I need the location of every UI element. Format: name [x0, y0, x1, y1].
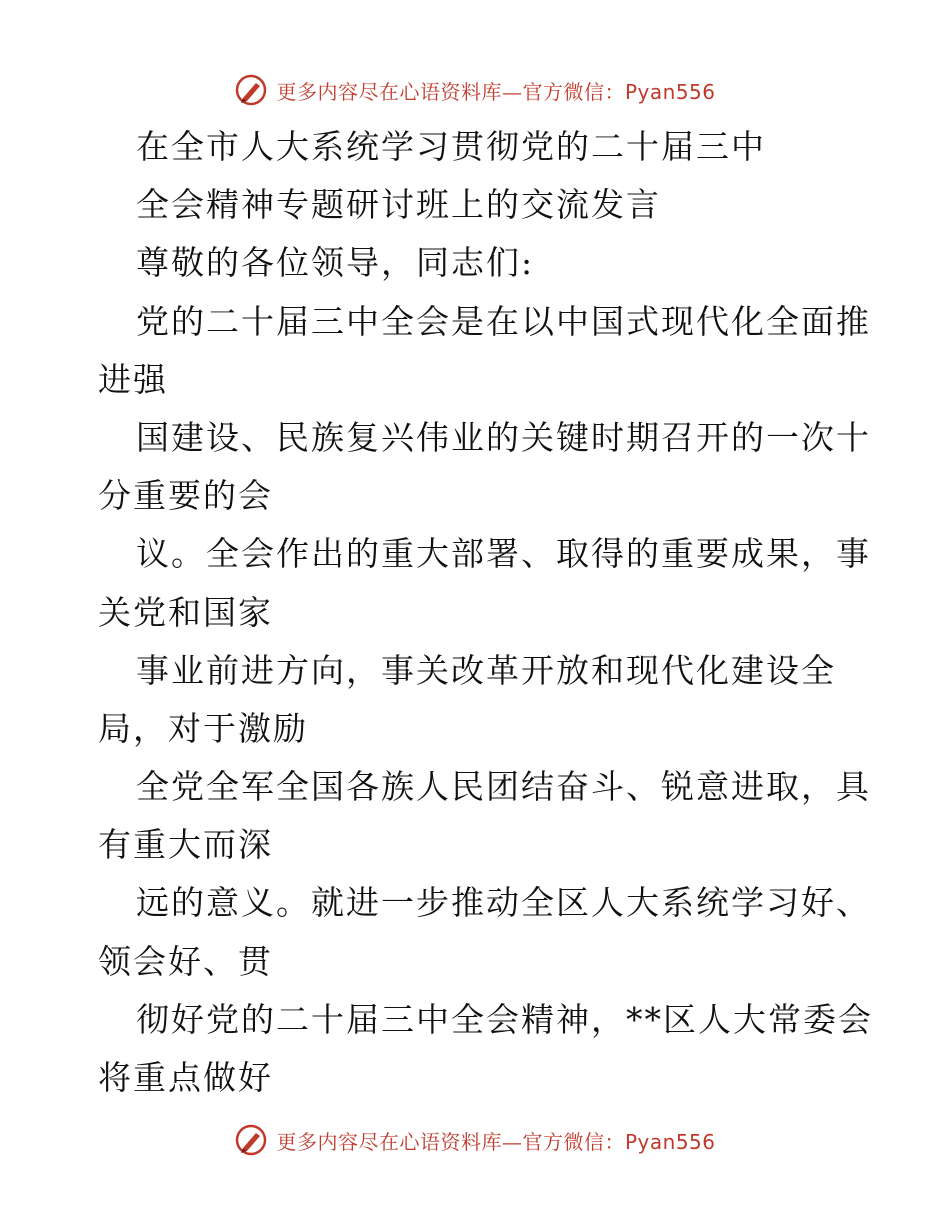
wechat-id: Pyan556: [624, 1129, 716, 1154]
text-line: 领会好、贯: [98, 941, 273, 981]
document-body: [98, 118, 873, 1107]
pen-logo-icon: [234, 1123, 268, 1157]
text-line: 尊敬的各位领导，同志们:: [136, 243, 535, 283]
text-line: 彻好党的二十届三中全会精神，**区人大常委会: [136, 999, 873, 1039]
text-line: 事业前进方向，事关改革开放和现代化建设全: [136, 650, 836, 690]
text-line: 局，对于激励: [98, 708, 308, 748]
text-line: 在全市人大系统学习贯彻党的二十届三中: [136, 127, 766, 166]
text-line: 国建设、民族复兴伟业的关键时期召开的一次十: [136, 417, 871, 457]
wechat-id: Pyan556: [624, 79, 716, 104]
text-line: 将重点做好: [98, 1058, 273, 1097]
watermark-text: 更多内容尽在心语资料库—官方微信：Pyan556: [276, 79, 716, 104]
text-line: 分重要的会: [98, 476, 273, 516]
text-line: 党的二十届三中全会是在以中国式现代化全面推: [136, 301, 871, 341]
text-line: 全党全军全国各族人民团结奋斗、锐意进取，具: [136, 767, 871, 807]
text-line: 议。全会作出的重大部署、取得的重要成果，事: [136, 534, 871, 574]
pen-logo-icon: [234, 73, 268, 107]
header-watermark: [0, 70, 950, 110]
text-line: 进强: [98, 359, 168, 399]
text-line: 全会精神专题研讨班上的交流发言: [136, 185, 661, 225]
text-line: 远的意义。就进一步推动全区人大系统学习好、: [136, 883, 871, 923]
footer-watermark: [0, 1120, 950, 1160]
text-line: 关党和国家: [98, 592, 273, 632]
watermark-text: 更多内容尽在心语资料库—官方微信：Pyan556: [276, 1129, 716, 1154]
text-line: 有重大而深: [98, 825, 273, 865]
